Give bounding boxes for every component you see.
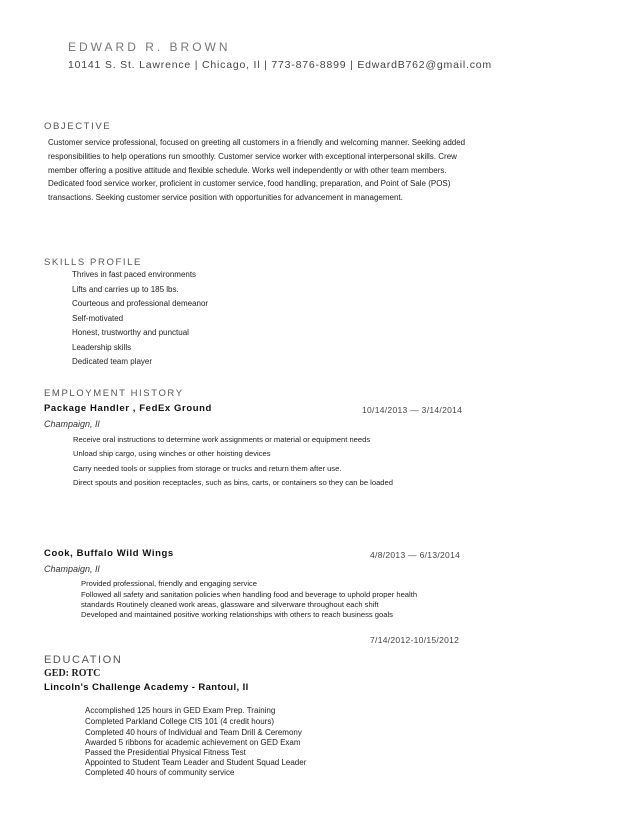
education-school: Lincoln's Challenge Academy - Rantoul, Il bbox=[44, 682, 249, 693]
list-item: Receive oral instructions to determine work assignments or material or equipment needs bbox=[73, 435, 371, 444]
list-item: Provided professional, friendly and engaging service bbox=[81, 579, 258, 588]
list-item: Awarded 5 ribbons for academic achievement on GED Exam bbox=[85, 738, 301, 747]
list-item: Followed all safety and sanitation policies when handling food and beverage to uphold proper health bbox=[81, 590, 418, 599]
job-location: Champaign, Il bbox=[44, 564, 100, 574]
job-title: Cook, Buffalo Wild Wings bbox=[44, 548, 174, 559]
job-title: Package Handler , FedEx Ground bbox=[44, 403, 212, 414]
list-item: Carry needed tools or supplies from storage or trucks and return them after use. bbox=[73, 464, 342, 473]
education-credential: GED: ROTC bbox=[44, 668, 101, 679]
list-item: Dedicated team player bbox=[72, 357, 153, 366]
list-item: Direct spouts and position receptacles, such as bins, carts, or containers so they can be loaded bbox=[73, 478, 393, 487]
list-item: Appointed to Student Team Leader and Student Squad Leader bbox=[85, 758, 307, 767]
list-item: Lifts and carries up to 185 lbs. bbox=[72, 285, 179, 294]
list-item: Accomplished 125 hours in GED Exam Prep. Training bbox=[85, 706, 276, 715]
list-item: Courteous and professional demeanor bbox=[72, 299, 209, 308]
list-item: Developed and maintained positive working relationships with others to reach business goals bbox=[81, 610, 393, 619]
list-item: Thrives in fast paced environments bbox=[72, 270, 197, 279]
list-item: Completed 40 hours of Individual and Team Drill & Ceremony bbox=[85, 728, 302, 737]
list-item: Completed Parkland College CIS 101 (4 credit hours) bbox=[85, 717, 274, 726]
contact-line: 10141 S. St. Lawrence | Chicago, Il | 773-876-8899 | EdwardB762@gmail.com bbox=[68, 59, 492, 71]
job-dates: 7/14/2012-10/15/2012 bbox=[370, 635, 460, 645]
objective-heading: OBJECTIVE bbox=[44, 121, 112, 132]
job-location: Champaign, Il bbox=[44, 419, 100, 429]
job-dates: 10/14/2013 — 3/14/2014 bbox=[362, 405, 463, 415]
list-item: Honest, trustworthy and punctual bbox=[72, 328, 189, 337]
skills-heading: SKILLS PROFILE bbox=[44, 257, 142, 268]
list-item: Passed the Presidential Physical Fitness Test bbox=[85, 748, 246, 757]
list-item: Unload ship cargo, using winches or other hoisting devices bbox=[73, 449, 271, 458]
employment-heading: EMPLOYMENT HISTORY bbox=[44, 388, 184, 399]
education-heading: EDUCATION bbox=[44, 654, 123, 666]
list-item: Self-motivated bbox=[72, 314, 124, 323]
list-item: Completed 40 hours of community service bbox=[85, 768, 235, 777]
objective-text: Customer service professional, focused on greeting all customers in a friendly and welcoming manner. Seeking added responsibilities to help operations run smoothly. Customer service worker with exceptional interpersonal skills. Crew member offering a positive attitude and flexible schedule. Works well independently or with other team members. Dedicated food service worker, proficient in customer service, food handling, preparation, and Point of Sale (POS) transactions. Seeking customer service position with opportunities for advancement in management. bbox=[48, 138, 466, 203]
list-item: standards Routinely cleaned work areas, glassware and silverware throughout each shift bbox=[81, 600, 379, 609]
candidate-name: EDWARD R. BROWN bbox=[68, 40, 231, 54]
list-item: Leadership skills bbox=[72, 343, 132, 352]
job-dates: 4/8/2013 — 6/13/2014 bbox=[370, 550, 461, 560]
